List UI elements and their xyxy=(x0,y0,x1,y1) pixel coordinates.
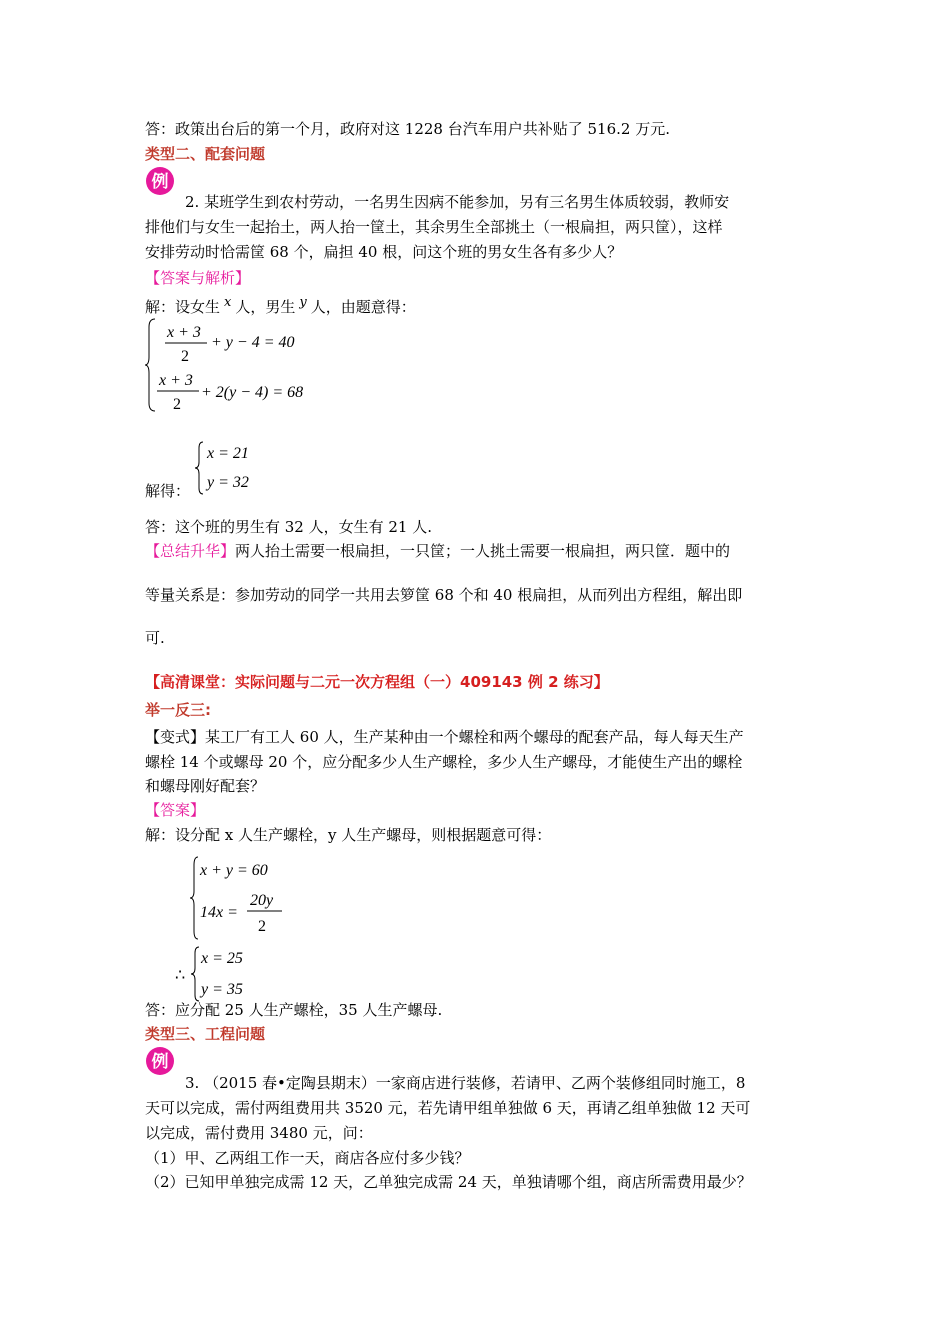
sol2-x: x = 25 xyxy=(201,950,243,967)
intro-part: 人，由题意得： xyxy=(310,298,416,316)
sol1-y: y = 32 xyxy=(207,474,249,491)
problem2-line-1: 2. 某班学生到农村劳动，一名男生因病不能参加，另有三名男生体质较弱，教师安 xyxy=(185,193,730,211)
problem3-line-1: 3. （2015 春•定陶县期末）一家商店进行装修，若请甲、乙两个装修组同时施工，8 xyxy=(185,1074,746,1092)
example-badge-text: 例 xyxy=(151,172,169,192)
previous-answer: 答：政策出台后的第一个月，政府对这 1228 台汽车用户共补贴了 516.2 万元. xyxy=(145,120,670,138)
summary-text-1: 两人抬土需要一根扁担，一只筐；一人挑土需要一根扁担，两只筐．题中的 xyxy=(235,542,731,560)
example-badge-text: 例 xyxy=(151,1052,169,1072)
problem3-line-5: （2）已知甲单独完成需 12 天，乙单独完成需 24 天，单独请哪个组，商店所需费用最少？ xyxy=(145,1173,752,1191)
type2-heading: 类型二、配套问题 xyxy=(145,145,266,163)
practice-line-2: 螺栓 14 个或螺母 20 个，应分配多少人生产螺栓，多少人生产螺母，才能使生产出的螺栓 xyxy=(145,753,743,771)
summary-label: 【总结升华】 xyxy=(145,542,236,560)
practice-label: 举一反三: xyxy=(145,701,211,719)
problem3-line-2: 天可以完成，需付两组费用共 3520 元，若先请甲组单独做 6 天，再请乙组单独做 12 天可 xyxy=(145,1099,751,1117)
practice-solution: 解：设分配 x 人生产螺栓，y 人生产螺母，则根据题意可得： xyxy=(145,826,552,844)
eq2-denominator: 2 xyxy=(173,396,181,413)
eq2-numerator: x + 3 xyxy=(159,372,193,389)
problem2-line-3: 安排劳动时恰需筐 68 个，扁担 40 根，问这个班的男女生各有多少人？ xyxy=(145,243,623,261)
eq1-denominator: 2 xyxy=(181,348,189,365)
summary-line-2: 等量关系是：参加劳动的同学一共用去箩筐 68 个和 40 根扁担，从而列出方程组，解出即 xyxy=(145,586,743,604)
p-eq2-den: 2 xyxy=(258,918,266,935)
intro-part: 人，男生 xyxy=(235,298,296,316)
p-eq1: x + y = 60 xyxy=(200,862,268,879)
p-eq2-left: 14x = xyxy=(200,904,238,921)
solution-system-2 xyxy=(175,945,295,1007)
therefore-sign: ∴ xyxy=(175,967,186,984)
example-badge-icon xyxy=(145,1046,175,1076)
p-eq2-num: 20y xyxy=(250,892,274,909)
solution2-intro xyxy=(145,293,416,317)
example-badge-icon xyxy=(145,166,175,196)
type3-heading: 类型三、工程问题 xyxy=(145,1025,266,1043)
var-x: x xyxy=(224,295,232,310)
eq1-numerator: x + 3 xyxy=(167,324,201,341)
answer2: 答：这个班的男生有 32 人，女生有 21 人. xyxy=(145,518,433,536)
intro-part: 解：设女生 xyxy=(145,298,221,316)
practice-line-1: 【变式】某工厂有工人 60 人，生产某种由一个螺栓和两个螺母的配套产品，每人每天生产 xyxy=(145,728,744,746)
problem3-line-4: （1）甲、乙两组工作一天，商店各应付多少钱？ xyxy=(145,1149,470,1167)
eq1-rest: + y − 4 = 40 xyxy=(211,334,295,351)
equation-system-2 xyxy=(190,855,320,945)
practice-line-3: 和螺母刚好配套？ xyxy=(145,777,266,795)
sol2-y: y = 35 xyxy=(201,981,243,998)
equation-system-1 xyxy=(145,315,345,419)
hd-class-link: 【高清课堂：实际问题与二元一次方程组（一）409143 例 2 练习】 xyxy=(145,673,609,691)
eq2-rest: + 2(y − 4) = 68 xyxy=(201,384,304,401)
practice-answer-label: 【答案】 xyxy=(145,801,206,819)
summary-line-1 xyxy=(145,541,730,561)
solution-system-1 xyxy=(195,440,295,500)
problem2-line-2: 排他们与女生一起抬土，两人抬一筐土，其余男生全部挑土（一根扁担，两只筐），这样 xyxy=(145,218,723,236)
answer-analysis-label: 【答案与解析】 xyxy=(145,269,251,287)
problem3-line-3: 以完成，需付费用 3480 元，问： xyxy=(145,1124,373,1142)
summary-line-3: 可. xyxy=(145,629,165,647)
practice-answer: 答：应分配 25 人生产螺栓，35 人生产螺母. xyxy=(145,1001,443,1019)
sol1-x: x = 21 xyxy=(207,445,249,462)
var-y: y xyxy=(299,295,307,310)
solve-label: 解得： xyxy=(145,482,191,500)
